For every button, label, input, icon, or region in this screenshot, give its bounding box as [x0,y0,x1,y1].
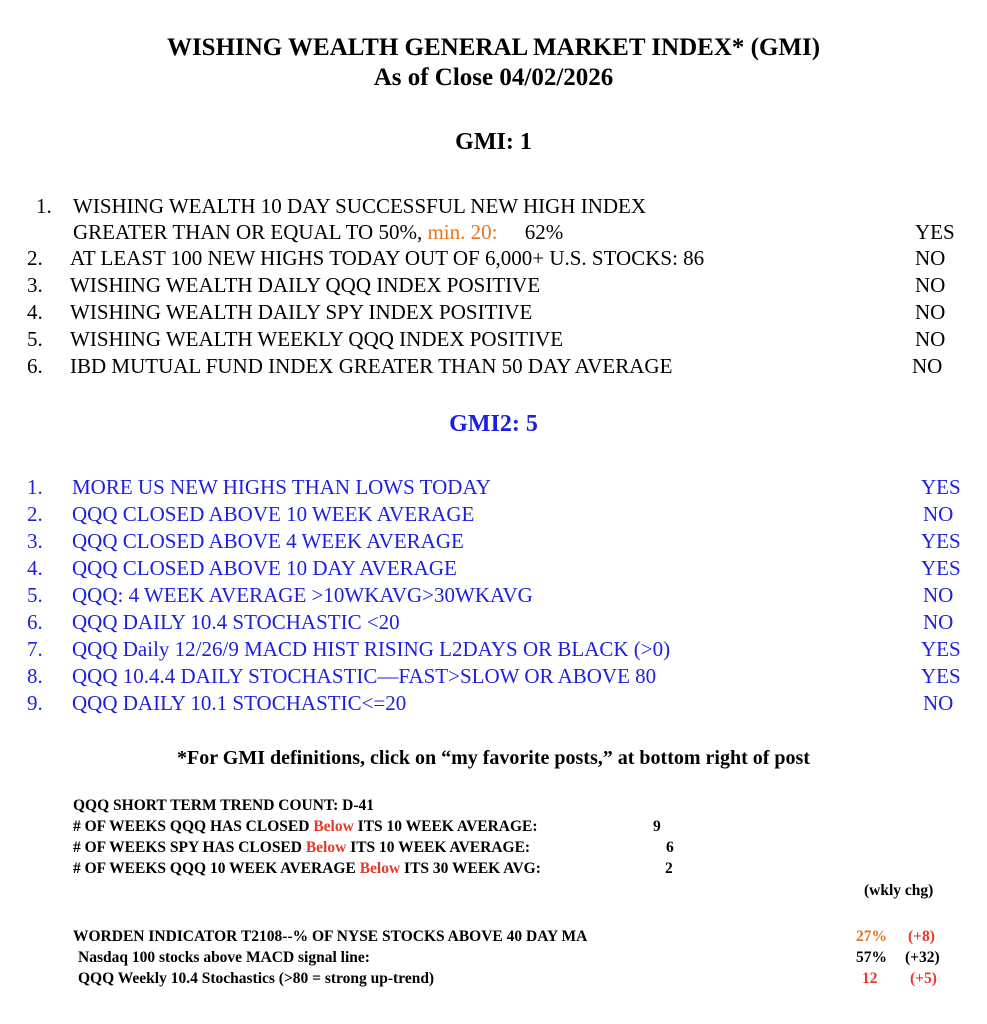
item-answer: YES [915,220,955,244]
qqq-weekly-stoch-change: (+5) [910,970,937,987]
item-text-cont: GREATER THAN OR EQUAL TO 50%, [73,220,423,244]
item-text: AT LEAST 100 NEW HIGHS TODAY OUT OF 6,000+ U.S. STOCKS: 86 [70,246,705,270]
item-answer: YES [921,556,961,580]
item-text: QQQ CLOSED ABOVE 10 WEEK AVERAGE [72,502,475,526]
item-answer: YES [921,664,961,688]
item-text: WISHING WEALTH 10 DAY SUCCESSFUL NEW HIGH INDEX [73,194,647,218]
worden-indicator-value: 27% [856,928,887,945]
below-label: Below [313,818,354,835]
min-label: min. 20: [427,220,498,244]
item-answer: NO [915,246,946,270]
item-number: 2. [27,502,43,526]
item-number: 7. [27,637,43,661]
worden-indicator-change: (+8) [908,928,935,945]
item-answer: NO [923,583,954,607]
item-answer: NO [923,610,954,634]
item-answer: NO [915,327,946,351]
item-text: QQQ CLOSED ABOVE 10 DAY AVERAGE [72,556,457,580]
weeks-spy-value: 6 [666,839,674,856]
item-text: QQQ 10.4.4 DAILY STOCHASTIC—FAST>SLOW OR ABOVE 80 [72,664,657,688]
weeks-qqq-10wk-below-30wk: # OF WEEKS QQQ 10 WEEK AVERAGE Below ITS 30 WEEK AVG: [73,860,541,877]
item-number: 1. [27,475,43,499]
nasdaq-macd-change: (+32) [905,949,940,966]
item-answer: NO [915,273,946,297]
item-text: QQQ DAILY 10.4 STOCHASTIC <20 [72,610,400,634]
item-text: QQQ Daily 12/26/9 MACD HIST RISING L2DAYS OR BLACK (>0) [72,637,671,661]
weeks-qqq-value: 9 [653,818,661,835]
gmi-title: GMI: 1 [455,129,532,155]
item-number: 5. [27,583,43,607]
item-number: 6. [27,354,43,378]
item-text: WISHING WEALTH DAILY QQQ INDEX POSITIVE [70,273,541,297]
below-label: Below [305,839,347,856]
item-number: 6. [27,610,43,634]
item-text: WISHING WEALTH WEEKLY QQQ INDEX POSITIVE [70,327,564,351]
item-number: 2. [27,246,43,270]
item-number: 4. [27,556,43,580]
item-text: QQQ: 4 WEEK AVERAGE >10WKAVG>30WKAVG [72,583,533,607]
item-number: 1. [36,194,52,218]
qqq-weekly-stoch-label: QQQ Weekly 10.4 Stochastics (>80 = strong up-trend) [78,970,435,987]
item-answer: YES [921,637,961,661]
nasdaq-macd-value: 57% [856,949,887,966]
item-text: QQQ CLOSED ABOVE 4 WEEK AVERAGE [72,529,464,553]
item-answer: NO [923,502,954,526]
item-number: 4. [27,300,43,324]
page-subtitle: As of Close 04/02/2026 [373,64,614,91]
item-text: WISHING WEALTH DAILY SPY INDEX POSITIVE [70,300,533,324]
item-number: 3. [27,529,43,553]
weeks-spy-below-10wk: # OF WEEKS SPY HAS CLOSED Below ITS 10 WEEK AVERAGE: [73,839,531,856]
nasdaq-macd-label: Nasdaq 100 stocks above MACD signal line: [78,949,370,966]
item-text: QQQ DAILY 10.1 STOCHASTIC<=20 [72,691,407,715]
definitions-note: *For GMI definitions, click on “my favorite posts,” at bottom right of post [177,747,810,769]
item-answer: NO [912,354,943,378]
gmi2-title: GMI2: 5 [449,411,538,437]
page-title: WISHING WEALTH GENERAL MARKET INDEX* (GMI) [166,34,821,61]
item-number: 5. [27,327,43,351]
item-answer: NO [915,300,946,324]
item-answer: YES [921,529,961,553]
item-text: IBD MUTUAL FUND INDEX GREATER THAN 50 DAY AVERAGE [70,354,673,378]
item-number: 3. [27,273,43,297]
item-answer: NO [923,691,954,715]
weekly-change-label: (wkly chg) [864,882,934,899]
item-number: 9. [27,691,43,715]
qqq-weekly-stoch-value: 12 [862,970,878,987]
trend-count: QQQ SHORT TERM TREND COUNT: D-41 [73,797,375,814]
below-label: Below [359,860,401,877]
item-number: 8. [27,664,43,688]
weeks-10wk-value: 2 [665,860,673,877]
item-text: MORE US NEW HIGHS THAN LOWS TODAY [72,475,491,499]
worden-indicator-label: WORDEN INDICATOR T2108--% OF NYSE STOCKS ABOVE 40 DAY MA [73,928,588,945]
weeks-qqq-below-10wk: # OF WEEKS QQQ HAS CLOSED Below ITS 10 WEEK AVERAGE: [73,818,538,835]
item-answer: YES [921,475,961,499]
item-value: 62% [524,220,564,244]
